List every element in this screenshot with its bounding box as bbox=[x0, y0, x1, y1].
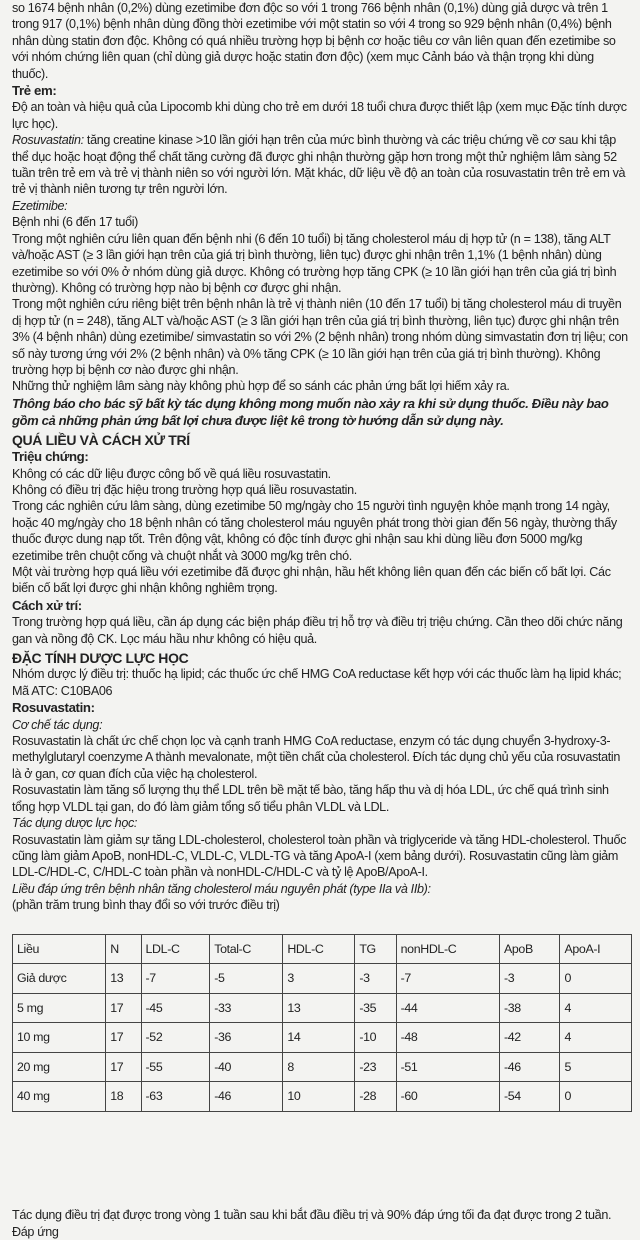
table-cell: -46 bbox=[499, 1052, 560, 1082]
paragraph-symptoms-3: Trong các nghiên cứu lâm sàng, dùng ezetimibe 50 mg/ngày cho 15 người tình nguyện khỏe mạnh trong 14 ngày, hoặc 40 mg/ngày cho 18 bệnh nhân có tăng cholesterol máu nguyên phát trong thời gian đến 56 ngày, thường thấy thuốc được dung nạp tốt. Trên động vật, không có độc tính được ghi nhận sau khi dùng liều đơn 5000 mg/kg ezetimibe trên chuột cống và chuột nhắt và 3000 mg/kg trên chó. bbox=[12, 499, 617, 563]
paragraph-study-1: Trong một nghiên cứu liên quan đến bệnh nhi (6 đến 10 tuổi) bị tăng cholesterol máu dị hợp tử (n = 138), tăng ALT và/hoặc AST (≥ 3 lần giới hạn trên của giá trị bình thường, liên tục) được ghi nhận trên 1,1% (1 bệnh nhân) dùng ezetimibe so với 0% ở nhóm dùng giả dược. Không có trường hợp tăng CPK (≥ 10 lần giới hạn trên của giá trị bình thường). Không có trường hợp nào bị bệnh cơ được ghi nhận. bbox=[12, 231, 617, 295]
paragraph-symptoms-1: Không có các dữ liệu được công bố về quá liều rosuvastatin. bbox=[12, 466, 331, 481]
table-cell: -46 bbox=[210, 1082, 283, 1112]
heading-overdose: QUÁ LIỀU VÀ CÁCH XỬ TRÍ bbox=[12, 431, 190, 448]
table-cell: 18 bbox=[106, 1082, 141, 1112]
paragraph-pharmacotherapeutic-group: Nhóm dược lý điều trị: thuốc hạ lipid; các thuốc ức chế HMG CoA reductase kết hợp với các thuốc làm hạ lipid khác; Mã ATC: C10BA06 bbox=[12, 667, 622, 698]
table-cell: 17 bbox=[106, 1023, 141, 1053]
table-cell: -33 bbox=[210, 993, 283, 1023]
table-cell: -5 bbox=[210, 964, 283, 994]
table-subcaption: (phần trăm trung bình thay đổi so với trước điều trị) bbox=[12, 898, 280, 913]
table-cell: -23 bbox=[355, 1052, 396, 1082]
table-header-cell: N bbox=[106, 934, 141, 964]
table-caption: Liều đáp ứng trên bệnh nhân tăng cholesterol máu nguyên phát (type IIa và IIb): bbox=[12, 881, 431, 896]
paragraph-symptoms-4: Một vài trường hợp quá liều với ezetimibe đã được ghi nhận, hầu hết không liên quan đến các biến cố bất lợi. Các biến cố bất lợi được ghi nhận không nghiêm trọng. bbox=[12, 565, 611, 596]
notice-report-side-effects: Thông báo cho bác sỹ bất kỳ tác dụng không mong muốn nào xảy ra khi sử dụng thuốc. Điều này bao gồm cả những phản ứng bất lợi chưa được liệt kê trong tờ hướng dẫn sử dụng này. bbox=[12, 395, 609, 428]
table-cell: 20 mg bbox=[13, 1052, 106, 1082]
table-cell: 4 bbox=[560, 993, 632, 1023]
paragraph-mechanism-2: Rosuvastatin làm tăng số lượng thụ thể LDL trên bề mặt tế bào, tăng hấp thu và dị hóa LDL, ức chế quá trình sinh tổng hợp VLDL tại gan, do đó làm giảm tổng số tiểu phân VLDL và LDL. bbox=[12, 783, 609, 814]
paragraph-intro: so 1674 bệnh nhân (0,2%) dùng ezetimibe đơn độc so với 1 trong 766 bệnh nhân (0,1%) dùng giả dược và trên 1 trong 917 (0,1%) bệnh nhân dùng đồng thời ezetimibe với một statin so với 4 trong so 929 bệnh nhân (0,4%) bệnh nhân dùng statin đơn độc. Không có quá nhiều trường hợp bị bệnh cơ hoặc tiêu cơ vân liên quan đến ezetimibe so với nhóm chứng liên quan (chỉ dùng giả dược hoặc statin đơn độc) (xem mục Cảnh báo và thận trọng khi dùng thuốc). bbox=[12, 1, 616, 81]
label-rosuvastatin: Rosuvastatin: bbox=[12, 133, 84, 148]
paragraph-treatment: Trong trường hợp quá liều, cần áp dụng các biện pháp điều trị hỗ trợ và điều trị triệu chứng. Cần theo dõi chức năng gan và nồng độ CK. Lọc máu hầu như không có hiệu quả. bbox=[12, 615, 623, 646]
heading-symptoms: Triệu chứng: bbox=[12, 449, 89, 465]
label-ezetimibe: Ezetimibe: bbox=[12, 198, 68, 213]
table-row bbox=[13, 1082, 632, 1112]
table-cell: 40 mg bbox=[13, 1082, 106, 1112]
paragraph-children: Độ an toàn và hiệu quả của Lipocomb khi dùng cho trẻ em dưới 18 tuổi chưa được thiết lập (xem mục Đặc tính dược lực học). bbox=[12, 100, 627, 131]
table-cell: 5 bbox=[560, 1052, 632, 1082]
table-cell: 0 bbox=[560, 1082, 632, 1112]
table-cell: -36 bbox=[210, 1023, 283, 1053]
heading-children: Trẻ em: bbox=[12, 83, 57, 99]
table-row bbox=[13, 993, 632, 1023]
table-row bbox=[13, 1023, 632, 1053]
table-cell: -45 bbox=[141, 993, 210, 1023]
table-cell: -48 bbox=[396, 1023, 499, 1053]
table-header-cell: Liều bbox=[13, 934, 106, 964]
heading-pharmacodynamics: ĐẶC TÍNH DƯỢC LỰC HỌC bbox=[12, 650, 189, 667]
table-cell: 10 bbox=[283, 1082, 355, 1112]
table-cell: -7 bbox=[396, 964, 499, 994]
table-cell: -63 bbox=[141, 1082, 210, 1112]
paragraph-rosuvastatin-children bbox=[12, 132, 630, 198]
table-cell: -7 bbox=[141, 964, 210, 994]
table-cell: -54 bbox=[499, 1082, 560, 1112]
table-row bbox=[13, 964, 632, 994]
table-cell: -40 bbox=[210, 1052, 283, 1082]
table-cell: 3 bbox=[283, 964, 355, 994]
table-header-cell: HDL-C bbox=[283, 934, 355, 964]
table-cell: -44 bbox=[396, 993, 499, 1023]
paragraph-rare-reactions: Những thử nghiệm lâm sàng này không phù hợp để so sánh các phản ứng bất lợi hiếm xảy ra. bbox=[12, 379, 510, 394]
table-header-cell: Total-C bbox=[210, 934, 283, 964]
table-cell: Giả dược bbox=[13, 964, 106, 994]
pediatric-age-range: Bệnh nhi (6 đến 17 tuổi) bbox=[12, 215, 139, 230]
table-cell: 5 mg bbox=[13, 993, 106, 1023]
table-row bbox=[13, 1052, 632, 1082]
table-header-row bbox=[13, 934, 632, 964]
dose-response-table bbox=[12, 934, 632, 1112]
table-cell: 13 bbox=[283, 993, 355, 1023]
heading-rosuvastatin: Rosuvastatin: bbox=[12, 700, 95, 716]
paragraph-pharmacodynamic-effects: Rosuvastatin làm giảm sự tăng LDL-cholesterol, cholesterol toàn phần và triglyceride và tăng HDL-cholesterol. Thuốc cũng làm giảm ApoB, nonHDL-C, VLDL-C, VLDL-TG và tăng ApoA-I (xem bảng dưới). Rosuvastatin cũng làm giảm LDL-C/HDL-C, C/HDL-C toàn phần và nonHDL-C/HDL-C và tỷ lệ ApoB/ApoA-I. bbox=[12, 832, 627, 880]
table-cell: 0 bbox=[560, 964, 632, 994]
table-cell: 17 bbox=[106, 1052, 141, 1082]
paragraph-mechanism-1: Rosuvastatin là chất ức chế chọn lọc và cạnh tranh HMG CoA reductase, enzym có tác dụng chuyển 3-hydroxy-3-methylglutaryl coenzyme A thành mevalonate, một tiền chất của cholesterol. Đích tác dụng chủ yếu của rosuvastatin là ở gan, cơ quan đích của việc hạ cholesterol. bbox=[12, 734, 620, 781]
table-cell: 14 bbox=[283, 1023, 355, 1053]
table-cell: -35 bbox=[355, 993, 396, 1023]
paragraph-onset-of-effect: Tác dụng điều trị đạt được trong vòng 1 tuần sau khi bắt đầu điều trị và 90% đáp ứng tối đa đạt được trong 2 tuần. Đáp ứng bbox=[12, 1208, 612, 1239]
paragraph-symptoms-2: Không có điều trị đặc hiệu trong trường hợp quá liều rosuvastatin. bbox=[12, 482, 357, 497]
label-pharmacodynamic-effects: Tác dụng dược lực học: bbox=[12, 816, 138, 831]
table-cell: -42 bbox=[499, 1023, 560, 1053]
table-cell: -28 bbox=[355, 1082, 396, 1112]
table-header-cell: ApoB bbox=[499, 934, 560, 964]
text-rosuvastatin-children: tăng creatine kinase >10 lần giới hạn trên của mức bình thường và các triệu chứng về cơ sau khi tập thể dục hoặc hoạt động thể chất tăng cường đã được ghi nhận thường gặp hơn trong một thử nghiệm lâm sàng 52 tuần trên trẻ em và trẻ vị thành niên so với người lớn. Mặt khác, dữ liệu về độ an toàn của rosuvastatin trên trẻ em và trẻ vị thành niên tương tự trên người lớn. bbox=[12, 133, 626, 197]
table-cell: -52 bbox=[141, 1023, 210, 1053]
table-cell: 4 bbox=[560, 1023, 632, 1053]
table-header-cell: ApoA-I bbox=[560, 934, 632, 964]
table-cell: -60 bbox=[396, 1082, 499, 1112]
label-mechanism: Cơ chế tác dụng: bbox=[12, 717, 103, 732]
table-cell: -51 bbox=[396, 1052, 499, 1082]
paragraph-study-2: Trong một nghiên cứu riêng biệt trên bệnh nhân là trẻ vị thành niên (10 đến 17 tuổi) bị tăng cholesterol máu di truyền dị hợp tử (n = 248), tăng ALT và/hoặc AST (≥ 3 lần giới hạn trên của giá trị bình thường, liên tục) được ghi nhận trên 3% (4 bệnh nhân) dùng ezetimibe/ simvastatin so với 2% (2 bệnh nhân) trong nhóm dùng simvastatin đơn trị liệu; con số này tương ứng với 2% (2 bệnh nhân) và 0% tăng CPK (≥ 10 lần giới hạn trên của giá trị bình thường). Không trường hợp bị bệnh cơ nào được ghi nhận. bbox=[12, 297, 628, 377]
table-cell: -3 bbox=[499, 964, 560, 994]
table-cell: -3 bbox=[355, 964, 396, 994]
table-cell: -10 bbox=[355, 1023, 396, 1053]
table-cell: -55 bbox=[141, 1052, 210, 1082]
table-header-cell: TG bbox=[355, 934, 396, 964]
heading-treatment: Cách xử trí: bbox=[12, 597, 82, 613]
table-header-cell: LDL-C bbox=[141, 934, 210, 964]
table-cell: 13 bbox=[106, 964, 141, 994]
table-cell: -38 bbox=[499, 993, 560, 1023]
table-cell: 10 mg bbox=[13, 1023, 106, 1053]
table-cell: 17 bbox=[106, 993, 141, 1023]
table-header-cell: nonHDL-C bbox=[396, 934, 499, 964]
table-cell: 8 bbox=[283, 1052, 355, 1082]
